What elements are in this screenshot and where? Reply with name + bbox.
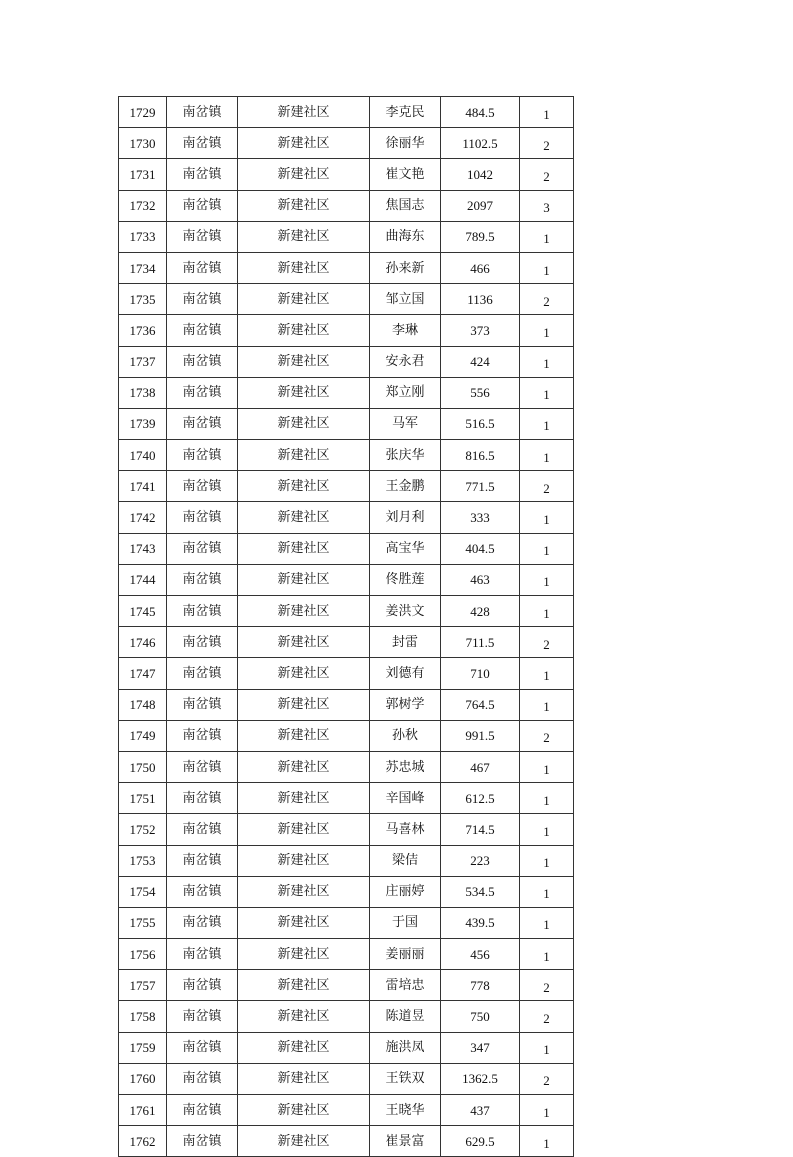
cell-amount: 1136 bbox=[441, 284, 520, 315]
cell-community: 新建社区 bbox=[238, 377, 370, 408]
cell-name: 郭树学 bbox=[370, 689, 441, 720]
cell-count: 1 bbox=[520, 97, 574, 128]
cell-town: 南岔镇 bbox=[167, 658, 238, 689]
cell-name: 安永君 bbox=[370, 346, 441, 377]
cell-community: 新建社区 bbox=[238, 970, 370, 1001]
cell-amount: 347 bbox=[441, 1032, 520, 1063]
cell-number: 1757 bbox=[119, 970, 167, 1001]
table-row bbox=[119, 689, 574, 720]
cell-amount: 789.5 bbox=[441, 221, 520, 252]
cell-count: 3 bbox=[520, 190, 574, 221]
cell-community: 新建社区 bbox=[238, 346, 370, 377]
table-row bbox=[119, 346, 574, 377]
cell-town: 南岔镇 bbox=[167, 1063, 238, 1094]
cell-amount: 1042 bbox=[441, 159, 520, 190]
cell-amount: 778 bbox=[441, 970, 520, 1001]
cell-number: 1750 bbox=[119, 751, 167, 782]
cell-amount: 750 bbox=[441, 1001, 520, 1032]
cell-number: 1738 bbox=[119, 377, 167, 408]
cell-count: 1 bbox=[520, 252, 574, 283]
cell-count: 1 bbox=[520, 907, 574, 938]
cell-count: 2 bbox=[520, 1001, 574, 1032]
cell-name: 雷培忠 bbox=[370, 970, 441, 1001]
cell-count: 1 bbox=[520, 689, 574, 720]
cell-amount: 2097 bbox=[441, 190, 520, 221]
cell-community: 新建社区 bbox=[238, 689, 370, 720]
cell-town: 南岔镇 bbox=[167, 502, 238, 533]
cell-name: 姜丽丽 bbox=[370, 939, 441, 970]
cell-amount: 629.5 bbox=[441, 1126, 520, 1157]
cell-number: 1743 bbox=[119, 533, 167, 564]
cell-amount: 428 bbox=[441, 596, 520, 627]
cell-amount: 711.5 bbox=[441, 627, 520, 658]
cell-amount: 764.5 bbox=[441, 689, 520, 720]
cell-count: 1 bbox=[520, 533, 574, 564]
cell-count: 1 bbox=[520, 751, 574, 782]
cell-town: 南岔镇 bbox=[167, 533, 238, 564]
cell-community: 新建社区 bbox=[238, 440, 370, 471]
cell-name: 佟胜莲 bbox=[370, 564, 441, 595]
table-row bbox=[119, 1032, 574, 1063]
cell-number: 1753 bbox=[119, 845, 167, 876]
cell-community: 新建社区 bbox=[238, 596, 370, 627]
cell-community: 新建社区 bbox=[238, 502, 370, 533]
cell-number: 1737 bbox=[119, 346, 167, 377]
table-row bbox=[119, 440, 574, 471]
data-table bbox=[118, 96, 574, 1157]
cell-name: 张庆华 bbox=[370, 440, 441, 471]
cell-number: 1749 bbox=[119, 720, 167, 751]
cell-number: 1739 bbox=[119, 408, 167, 439]
cell-town: 南岔镇 bbox=[167, 315, 238, 346]
cell-count: 1 bbox=[520, 408, 574, 439]
cell-community: 新建社区 bbox=[238, 939, 370, 970]
cell-number: 1756 bbox=[119, 939, 167, 970]
cell-name: 高宝华 bbox=[370, 533, 441, 564]
cell-town: 南岔镇 bbox=[167, 471, 238, 502]
table-row bbox=[119, 783, 574, 814]
cell-town: 南岔镇 bbox=[167, 284, 238, 315]
cell-community: 新建社区 bbox=[238, 658, 370, 689]
cell-count: 1 bbox=[520, 440, 574, 471]
cell-number: 1751 bbox=[119, 783, 167, 814]
cell-amount: 333 bbox=[441, 502, 520, 533]
cell-number: 1731 bbox=[119, 159, 167, 190]
table-row bbox=[119, 284, 574, 315]
cell-name: 徐丽华 bbox=[370, 128, 441, 159]
cell-amount: 373 bbox=[441, 315, 520, 346]
cell-count: 2 bbox=[520, 970, 574, 1001]
cell-name: 封雷 bbox=[370, 627, 441, 658]
cell-community: 新建社区 bbox=[238, 471, 370, 502]
cell-community: 新建社区 bbox=[238, 190, 370, 221]
cell-community: 新建社区 bbox=[238, 1032, 370, 1063]
table-row bbox=[119, 876, 574, 907]
cell-amount: 991.5 bbox=[441, 720, 520, 751]
cell-count: 1 bbox=[520, 814, 574, 845]
table-row bbox=[119, 128, 574, 159]
cell-town: 南岔镇 bbox=[167, 907, 238, 938]
cell-town: 南岔镇 bbox=[167, 876, 238, 907]
cell-number: 1736 bbox=[119, 315, 167, 346]
table-row bbox=[119, 1063, 574, 1094]
cell-name: 辛国峰 bbox=[370, 783, 441, 814]
cell-amount: 439.5 bbox=[441, 907, 520, 938]
cell-number: 1758 bbox=[119, 1001, 167, 1032]
cell-town: 南岔镇 bbox=[167, 939, 238, 970]
cell-name: 马喜林 bbox=[370, 814, 441, 845]
cell-community: 新建社区 bbox=[238, 720, 370, 751]
cell-community: 新建社区 bbox=[238, 97, 370, 128]
cell-name: 曲海东 bbox=[370, 221, 441, 252]
cell-number: 1747 bbox=[119, 658, 167, 689]
cell-community: 新建社区 bbox=[238, 751, 370, 782]
table-row bbox=[119, 970, 574, 1001]
cell-community: 新建社区 bbox=[238, 783, 370, 814]
cell-count: 1 bbox=[520, 939, 574, 970]
table-row bbox=[119, 907, 574, 938]
cell-amount: 771.5 bbox=[441, 471, 520, 502]
cell-town: 南岔镇 bbox=[167, 440, 238, 471]
cell-number: 1754 bbox=[119, 876, 167, 907]
cell-number: 1744 bbox=[119, 564, 167, 595]
cell-town: 南岔镇 bbox=[167, 190, 238, 221]
cell-name: 施洪凤 bbox=[370, 1032, 441, 1063]
table-row bbox=[119, 939, 574, 970]
cell-community: 新建社区 bbox=[238, 876, 370, 907]
table-row bbox=[119, 1095, 574, 1126]
cell-name: 崔景富 bbox=[370, 1126, 441, 1157]
cell-name: 孙秋 bbox=[370, 720, 441, 751]
cell-community: 新建社区 bbox=[238, 1095, 370, 1126]
cell-community: 新建社区 bbox=[238, 1063, 370, 1094]
cell-name: 郑立刚 bbox=[370, 377, 441, 408]
cell-community: 新建社区 bbox=[238, 408, 370, 439]
cell-count: 2 bbox=[520, 720, 574, 751]
cell-number: 1741 bbox=[119, 471, 167, 502]
cell-community: 新建社区 bbox=[238, 315, 370, 346]
cell-number: 1740 bbox=[119, 440, 167, 471]
table-row bbox=[119, 159, 574, 190]
cell-amount: 612.5 bbox=[441, 783, 520, 814]
cell-count: 2 bbox=[520, 627, 574, 658]
cell-amount: 534.5 bbox=[441, 876, 520, 907]
cell-town: 南岔镇 bbox=[167, 159, 238, 190]
table-row bbox=[119, 1126, 574, 1157]
cell-town: 南岔镇 bbox=[167, 783, 238, 814]
cell-number: 1732 bbox=[119, 190, 167, 221]
cell-name: 庄丽婷 bbox=[370, 876, 441, 907]
table-body bbox=[119, 97, 574, 1157]
cell-amount: 463 bbox=[441, 564, 520, 595]
cell-town: 南岔镇 bbox=[167, 1095, 238, 1126]
cell-amount: 556 bbox=[441, 377, 520, 408]
cell-count: 1 bbox=[520, 346, 574, 377]
table-row bbox=[119, 627, 574, 658]
table-row bbox=[119, 845, 574, 876]
cell-name: 刘月利 bbox=[370, 502, 441, 533]
cell-number: 1759 bbox=[119, 1032, 167, 1063]
cell-community: 新建社区 bbox=[238, 814, 370, 845]
cell-name: 王金鹏 bbox=[370, 471, 441, 502]
cell-amount: 404.5 bbox=[441, 533, 520, 564]
cell-community: 新建社区 bbox=[238, 1126, 370, 1157]
cell-name: 王晓华 bbox=[370, 1095, 441, 1126]
cell-count: 2 bbox=[520, 1063, 574, 1094]
table-row bbox=[119, 408, 574, 439]
cell-town: 南岔镇 bbox=[167, 564, 238, 595]
cell-name: 马军 bbox=[370, 408, 441, 439]
table-row bbox=[119, 377, 574, 408]
table-row bbox=[119, 751, 574, 782]
table-row bbox=[119, 190, 574, 221]
cell-community: 新建社区 bbox=[238, 845, 370, 876]
cell-name: 邹立国 bbox=[370, 284, 441, 315]
cell-community: 新建社区 bbox=[238, 907, 370, 938]
cell-number: 1752 bbox=[119, 814, 167, 845]
cell-count: 1 bbox=[520, 845, 574, 876]
cell-amount: 1362.5 bbox=[441, 1063, 520, 1094]
cell-number: 1742 bbox=[119, 502, 167, 533]
cell-number: 1755 bbox=[119, 907, 167, 938]
cell-amount: 437 bbox=[441, 1095, 520, 1126]
cell-count: 1 bbox=[520, 658, 574, 689]
table-row bbox=[119, 814, 574, 845]
cell-town: 南岔镇 bbox=[167, 221, 238, 252]
cell-name: 姜洪文 bbox=[370, 596, 441, 627]
cell-amount: 1102.5 bbox=[441, 128, 520, 159]
cell-number: 1748 bbox=[119, 689, 167, 720]
table-row bbox=[119, 596, 574, 627]
cell-name: 李琳 bbox=[370, 315, 441, 346]
cell-name: 李克民 bbox=[370, 97, 441, 128]
cell-town: 南岔镇 bbox=[167, 252, 238, 283]
cell-community: 新建社区 bbox=[238, 159, 370, 190]
cell-town: 南岔镇 bbox=[167, 970, 238, 1001]
cell-town: 南岔镇 bbox=[167, 596, 238, 627]
cell-town: 南岔镇 bbox=[167, 845, 238, 876]
table-row bbox=[119, 252, 574, 283]
cell-amount: 516.5 bbox=[441, 408, 520, 439]
cell-amount: 456 bbox=[441, 939, 520, 970]
cell-community: 新建社区 bbox=[238, 284, 370, 315]
cell-community: 新建社区 bbox=[238, 533, 370, 564]
cell-town: 南岔镇 bbox=[167, 1032, 238, 1063]
table-row bbox=[119, 720, 574, 751]
cell-count: 2 bbox=[520, 471, 574, 502]
table-row bbox=[119, 1001, 574, 1032]
cell-amount: 424 bbox=[441, 346, 520, 377]
cell-count: 1 bbox=[520, 876, 574, 907]
cell-name: 崔文艳 bbox=[370, 159, 441, 190]
cell-count: 1 bbox=[520, 315, 574, 346]
cell-name: 苏忠城 bbox=[370, 751, 441, 782]
cell-count: 1 bbox=[520, 564, 574, 595]
table-row bbox=[119, 502, 574, 533]
cell-town: 南岔镇 bbox=[167, 346, 238, 377]
cell-count: 1 bbox=[520, 596, 574, 627]
cell-amount: 223 bbox=[441, 845, 520, 876]
cell-count: 1 bbox=[520, 377, 574, 408]
cell-amount: 467 bbox=[441, 751, 520, 782]
cell-count: 1 bbox=[520, 783, 574, 814]
cell-amount: 816.5 bbox=[441, 440, 520, 471]
cell-number: 1735 bbox=[119, 284, 167, 315]
table-row bbox=[119, 97, 574, 128]
cell-amount: 466 bbox=[441, 252, 520, 283]
table-row bbox=[119, 315, 574, 346]
cell-amount: 484.5 bbox=[441, 97, 520, 128]
cell-number: 1745 bbox=[119, 596, 167, 627]
cell-count: 2 bbox=[520, 159, 574, 190]
cell-town: 南岔镇 bbox=[167, 408, 238, 439]
cell-number: 1730 bbox=[119, 128, 167, 159]
cell-town: 南岔镇 bbox=[167, 1001, 238, 1032]
cell-name: 刘德有 bbox=[370, 658, 441, 689]
cell-name: 于国 bbox=[370, 907, 441, 938]
table-row bbox=[119, 221, 574, 252]
cell-count: 2 bbox=[520, 284, 574, 315]
cell-number: 1734 bbox=[119, 252, 167, 283]
cell-amount: 710 bbox=[441, 658, 520, 689]
cell-name: 陈道昱 bbox=[370, 1001, 441, 1032]
cell-community: 新建社区 bbox=[238, 1001, 370, 1032]
cell-town: 南岔镇 bbox=[167, 689, 238, 720]
cell-community: 新建社区 bbox=[238, 221, 370, 252]
cell-town: 南岔镇 bbox=[167, 720, 238, 751]
cell-town: 南岔镇 bbox=[167, 1126, 238, 1157]
cell-count: 1 bbox=[520, 221, 574, 252]
cell-town: 南岔镇 bbox=[167, 377, 238, 408]
cell-community: 新建社区 bbox=[238, 128, 370, 159]
cell-count: 1 bbox=[520, 1095, 574, 1126]
cell-town: 南岔镇 bbox=[167, 814, 238, 845]
cell-town: 南岔镇 bbox=[167, 751, 238, 782]
cell-community: 新建社区 bbox=[238, 252, 370, 283]
cell-count: 1 bbox=[520, 1032, 574, 1063]
cell-town: 南岔镇 bbox=[167, 128, 238, 159]
cell-name: 孙来新 bbox=[370, 252, 441, 283]
table-row bbox=[119, 564, 574, 595]
cell-community: 新建社区 bbox=[238, 627, 370, 658]
cell-town: 南岔镇 bbox=[167, 627, 238, 658]
cell-count: 1 bbox=[520, 502, 574, 533]
cell-amount: 714.5 bbox=[441, 814, 520, 845]
cell-name: 梁佶 bbox=[370, 845, 441, 876]
cell-number: 1762 bbox=[119, 1126, 167, 1157]
cell-community: 新建社区 bbox=[238, 564, 370, 595]
cell-number: 1729 bbox=[119, 97, 167, 128]
cell-number: 1733 bbox=[119, 221, 167, 252]
cell-number: 1746 bbox=[119, 627, 167, 658]
table-row bbox=[119, 471, 574, 502]
cell-name: 焦国志 bbox=[370, 190, 441, 221]
table-row bbox=[119, 658, 574, 689]
cell-name: 王铁双 bbox=[370, 1063, 441, 1094]
cell-count: 1 bbox=[520, 1126, 574, 1157]
cell-town: 南岔镇 bbox=[167, 97, 238, 128]
table-row bbox=[119, 533, 574, 564]
cell-number: 1761 bbox=[119, 1095, 167, 1126]
cell-count: 2 bbox=[520, 128, 574, 159]
cell-number: 1760 bbox=[119, 1063, 167, 1094]
